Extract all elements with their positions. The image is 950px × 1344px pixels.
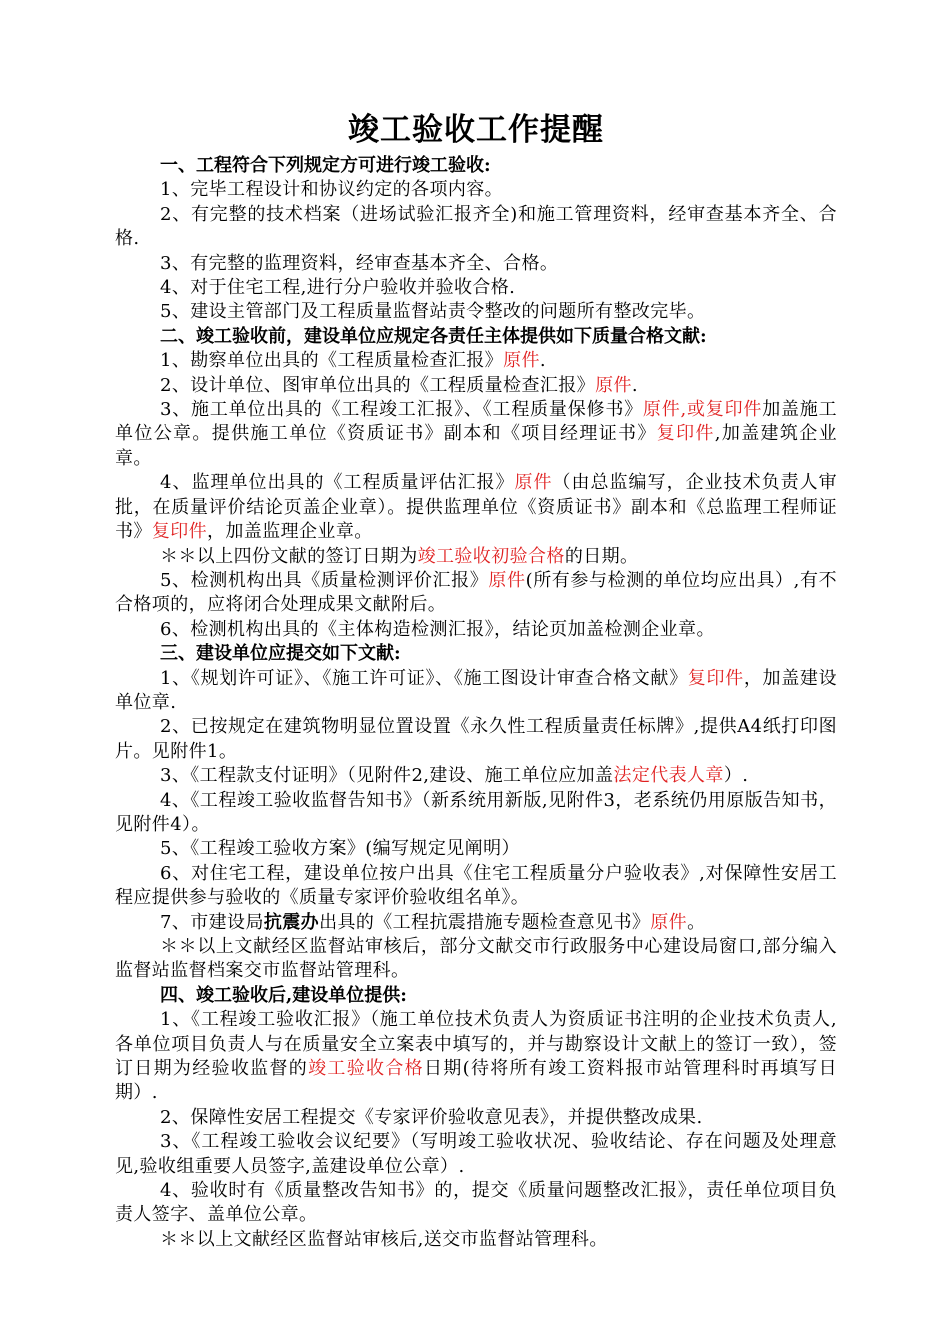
s3-item-1-text: 1、《规划许可证》、《施工许可证》、《施工图设计审查合格文献》 xyxy=(160,667,688,689)
s3-item-7-text-2: 出具的《工程抗震措施专题检查意见书》 xyxy=(319,911,651,933)
s2-item-4 xyxy=(115,471,837,544)
s3-item-1-end: ，加盖建设单位章. xyxy=(115,667,838,713)
s2-item-2-end: . xyxy=(631,374,638,396)
copy-highlight: 复印件 xyxy=(656,423,715,445)
seismic-office-bold: 抗震办 xyxy=(263,911,320,933)
s1-item-2: 2、有完整的技术档案（进场试验汇报齐全)和施工管理资料，经审查基本齐全、合格. xyxy=(115,203,837,250)
s4-item-2: 2、保障性安居工程提交《专家评价验收意见表》，并提供整改成果. xyxy=(160,1106,703,1128)
s2-item-4-text: 4、监理单位出具的《工程质量评估汇报》 xyxy=(160,472,515,494)
s1-item-1: 1、完毕工程设计和协议约定的各项内容。 xyxy=(160,179,504,201)
section-4-heading: 四、竣工验收后,建设单位提供: xyxy=(160,984,407,1006)
s4-item-1-end: 日期(待将所有竣工资料报市站管理科时再填写日期）. xyxy=(115,1058,837,1104)
s2-item-5-end: (所有参与检测的单位均应出具）,有不合格项的，应将闭合处理成果文献附后。 xyxy=(115,569,837,616)
s3-item-7 xyxy=(115,911,837,935)
original-or-copy-highlight: 原件,或复印件 xyxy=(642,399,763,421)
s4-item-3: 3、《工程竣工验收会议纪要》（写明竣工验收状况、验收结论、存在问题及处理意见,验收组重要人员签字,盖建设单位公章）. xyxy=(115,1131,837,1177)
document-page xyxy=(115,110,837,1252)
s2-item-2-text: 2、设计单位、图审单位出具的《工程质量检查汇报》 xyxy=(160,374,596,396)
s3-item-4: 4、《工程竣工验收监督告知书》（新系统用新版,见附件3，老系统仍用原版告知书，见附件4）。 xyxy=(115,789,837,835)
original-copy-highlight: 原件 xyxy=(503,350,540,372)
original-copy-highlight: 原件 xyxy=(488,569,526,591)
section-1-heading: 一、工程符合下列规定方可进行竣工验收: xyxy=(160,155,491,176)
section-3-heading: 三、建设单位应提交如下文献: xyxy=(160,643,401,665)
original-copy-highlight: 原件 xyxy=(514,472,553,494)
original-copy-highlight: 原件 xyxy=(650,911,688,933)
s3-item-1 xyxy=(115,667,837,716)
s3-item-3-end: ）. xyxy=(723,765,749,787)
s3-note: ＊＊以上文献经区监督站审核后，部分文献交市行政服务中心建设局窗口,部分编入监督站监督档案交市监督站管理科。 xyxy=(115,936,837,982)
original-copy-highlight: 原件 xyxy=(595,374,632,396)
s3-item-7-text: 7、市建设局 xyxy=(160,911,264,933)
section-2-heading: 二、竣工验收前，建设单位应规定各责任主体提供如下质量合格文献: xyxy=(160,325,707,347)
s2-item-3-end: ,加盖建筑企业章。 xyxy=(115,423,837,469)
s3-item-7-end: 。 xyxy=(687,911,706,933)
s3-item-2: 2、已按规定在建筑物明显位置设置《永久性工程质量责任标牌》,提供A4纸打印图片。见附件1。 xyxy=(115,716,837,762)
s2-note-text: ＊＊以上四份文献的签订日期为 xyxy=(160,545,418,567)
legal-rep-seal-highlight: 法定代表人章 xyxy=(613,765,724,787)
document-title: 竣工验收工作提醒 xyxy=(348,112,604,148)
s2-item-2 xyxy=(115,374,837,398)
s2-note-end: 的日期。 xyxy=(564,545,639,567)
s3-item-6: 6、对住宅工程，建设单位按户出具《住宅工程质量分户验收表》,对保障性安居工程应提供参与验收的《质量专家评价验收组名单》。 xyxy=(115,862,837,909)
s3-item-3 xyxy=(115,764,837,788)
copy-highlight: 复印件 xyxy=(687,667,744,689)
s2-item-3-text: 3、施工单位出具的《工程竣工汇报》、《工程质量保修书》 xyxy=(160,399,643,421)
s4-item-4: 4、验收时有《质量整改告知书》的，提交《质量问题整改汇报》，责任单位项目负责人签字、盖单位公章。 xyxy=(115,1180,837,1226)
s4-item-1-text: 1、《工程竣工验收汇报》（施工单位技术负责人为资质证书注明的企业技术负责人,各单位项目负责人与在质量安全立案表中填写的，并与勘察设计文献上的签订一致），签订日期为经验收监督的 xyxy=(115,1009,837,1080)
s2-item-4-end: ，加盖监理企业章。 xyxy=(207,521,373,543)
initial-acceptance-highlight: 竣工验收初验合格 xyxy=(417,545,565,567)
s2-item-5-text: 5、检测机构出具《质量检测评价汇报》 xyxy=(160,569,489,591)
s4-note: ＊＊以上文献经区监督站审核后,送交市监督站管理科。 xyxy=(160,1228,608,1250)
s2-item-6: 6、检测机构出具的《主体构造检测汇报》，结论页加盖检测企业章。 xyxy=(160,618,715,640)
s3-item-5: 5、《工程竣工验收方案》(编写规定见阐明） xyxy=(160,838,520,860)
s2-item-4-text-2: （由总监编写，企业技术负责人审批，在质量评价结论页盖企业章）。提供监理单位《资质证书》副本和《总监理工程师证书》 xyxy=(115,472,837,543)
s2-item-3 xyxy=(115,398,837,471)
s4-item-1 xyxy=(115,1008,837,1106)
s3-item-3-text: 3、《工程款支付证明》（见附件2,建设、施工单位应加盖 xyxy=(160,765,614,787)
s2-item-3-text-2: 加盖施工单位公章。提供施工单位《资质证书》副本和《项目经理证书》 xyxy=(115,399,838,445)
s2-item-5 xyxy=(115,569,837,618)
acceptance-pass-highlight: 竣工验收合格 xyxy=(308,1058,424,1080)
s2-item-1-text: 1、勘察单位出具的《工程质量检查汇报》 xyxy=(160,350,504,372)
copy-highlight: 复印件 xyxy=(151,521,208,543)
s1-item-4: 4、对于住宅工程,进行分户验收并验收合格. xyxy=(160,277,516,299)
s1-item-5: 5、建设主管部门及工程质量监督站责令整改的问题所有整改完毕。 xyxy=(160,301,706,323)
s2-item-1 xyxy=(115,349,837,373)
s2-item-1-end: . xyxy=(539,350,546,372)
s2-note xyxy=(115,545,837,569)
s1-item-3: 3、有完整的监理资料，经审查基本齐全、合格。 xyxy=(160,252,559,274)
